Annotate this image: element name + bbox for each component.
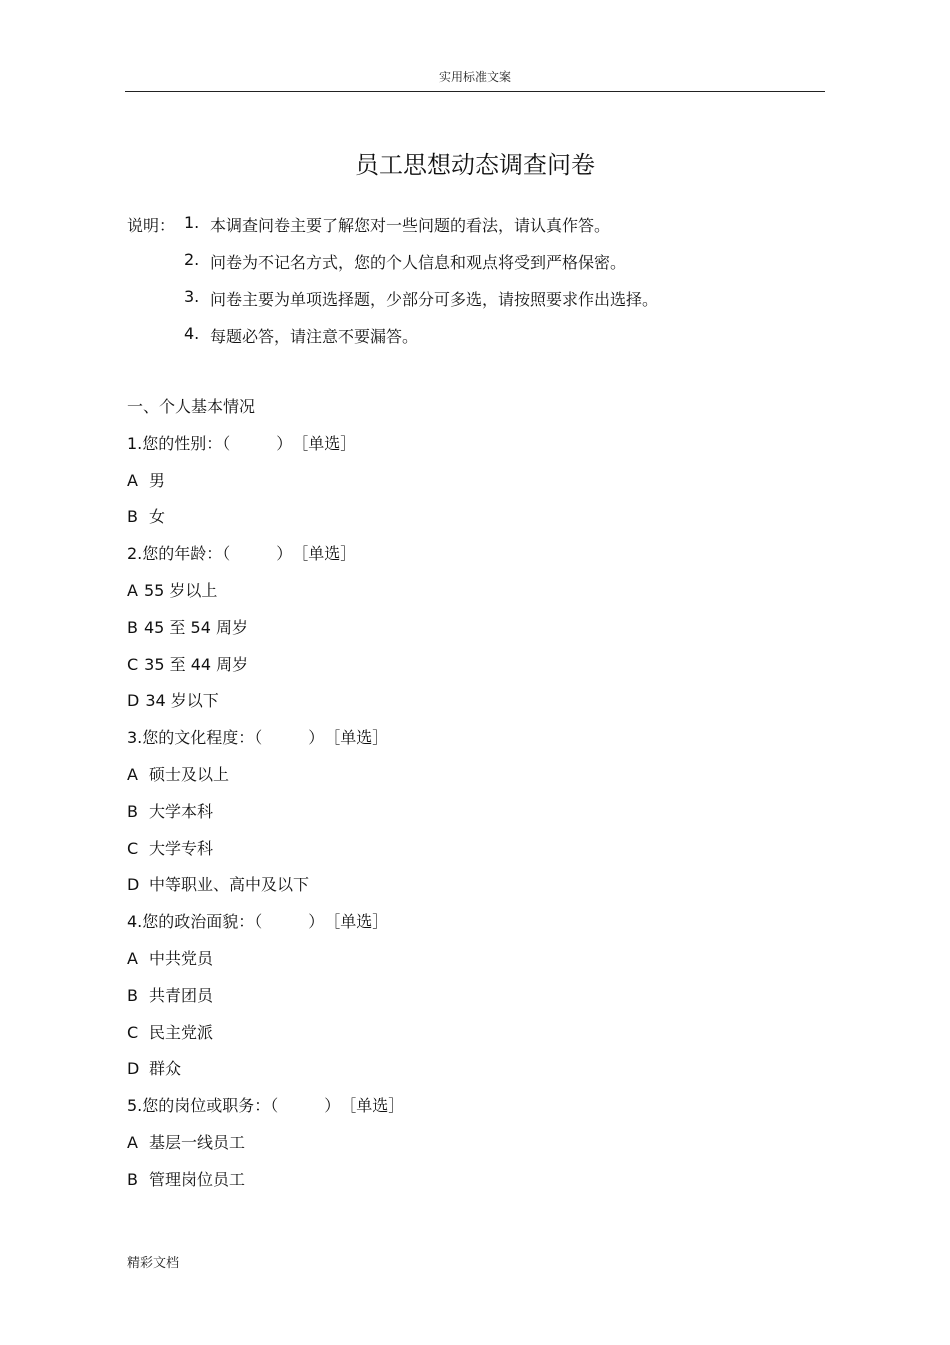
- option-text: 中共党员: [149, 948, 214, 968]
- question-close: ）: [308, 912, 325, 932]
- option-text: 45 至 54 周岁: [143, 617, 248, 637]
- option-letter: A: [127, 1132, 138, 1152]
- question-age: [127, 544, 404, 581]
- option-item[interactable]: [127, 618, 404, 655]
- question-education: [127, 728, 404, 765]
- option-letter: B: [127, 617, 138, 637]
- option-text: 民主党派: [149, 1022, 214, 1042]
- option-letter: D: [127, 691, 140, 711]
- question-text: 1.您的性别：（: [127, 433, 231, 453]
- section-heading: 一、个人基本情况: [127, 397, 256, 416]
- option-item[interactable]: [127, 839, 404, 876]
- instruction-number: 2.: [184, 250, 200, 269]
- instructions-label: 说明：: [127, 216, 176, 235]
- option-text: 男: [149, 470, 166, 490]
- option-item[interactable]: [127, 1170, 404, 1207]
- question-close: ）: [308, 728, 325, 748]
- option-item[interactable]: [127, 655, 404, 692]
- option-text: 共青团员: [149, 985, 214, 1005]
- option-text: 55 岁以上: [143, 580, 218, 600]
- question-political-status: [127, 912, 404, 949]
- option-text: 基层一线员工: [149, 1132, 246, 1152]
- option-text: 35 至 44 周岁: [144, 654, 249, 674]
- option-letter: C: [127, 654, 139, 674]
- question-close: ）: [276, 433, 293, 453]
- option-item[interactable]: [127, 986, 404, 1023]
- option-item[interactable]: [127, 1059, 404, 1096]
- option-item[interactable]: [127, 765, 404, 802]
- option-letter: D: [127, 1059, 140, 1079]
- option-letter: A: [127, 948, 138, 968]
- document-title: 员工思想动态调查问卷: [355, 151, 595, 179]
- question-text: 3.您的文化程度：（: [127, 728, 263, 748]
- instruction-number: 4.: [184, 324, 200, 343]
- question-gender: [127, 434, 404, 471]
- option-text: 大学本科: [149, 801, 214, 821]
- instruction-text: 问卷主要为单项选择题，少部分可多选，请按照要求作出选择。: [210, 290, 659, 309]
- instruction-text: 问卷为不记名方式，您的个人信息和观点将受到严格保密。: [210, 253, 627, 272]
- option-item[interactable]: [127, 1133, 404, 1170]
- option-text: 硕士及以上: [149, 764, 230, 784]
- question-close: ）: [324, 1096, 341, 1116]
- page-footer: 精彩文档: [127, 1256, 180, 1271]
- questionnaire-body: [127, 397, 404, 1207]
- option-item[interactable]: [127, 1023, 404, 1060]
- option-item[interactable]: [127, 691, 404, 728]
- option-text: 中等职业、高中及以下: [149, 875, 310, 895]
- option-item[interactable]: [127, 802, 404, 839]
- option-text: 34 岁以下: [145, 691, 219, 711]
- page-header: 实用标准文案: [438, 70, 511, 84]
- option-letter: B: [127, 985, 138, 1005]
- question-text: 5.您的岗位或职务：（: [127, 1096, 279, 1116]
- option-letter: A: [127, 470, 138, 490]
- option-letter: B: [127, 507, 138, 527]
- instruction-number: 3.: [184, 287, 200, 306]
- option-item[interactable]: [127, 949, 404, 986]
- question-text: 2.您的年龄：（: [127, 544, 231, 564]
- option-letter: C: [127, 838, 139, 858]
- option-letter: A: [127, 764, 138, 784]
- option-item[interactable]: [127, 581, 404, 618]
- instruction-text: 本调查问卷主要了解您对一些问题的看法，请认真作答。: [210, 216, 611, 235]
- instruction-number: 1.: [184, 213, 200, 232]
- question-position: [127, 1096, 404, 1133]
- question-close: ）: [276, 544, 293, 564]
- option-item[interactable]: [127, 875, 404, 912]
- option-letter: A: [127, 580, 138, 600]
- option-letter: C: [127, 1022, 139, 1042]
- option-text: 管理岗位员工: [149, 1169, 246, 1189]
- option-letter: B: [127, 801, 138, 821]
- question-type-tag: ［单选］: [324, 912, 389, 932]
- option-text: 群众: [149, 1059, 182, 1079]
- header-divider: [125, 91, 825, 92]
- question-type-tag: ［单选］: [292, 433, 357, 453]
- question-type-tag: ［单选］: [340, 1096, 405, 1116]
- option-item[interactable]: [127, 471, 404, 508]
- option-text: 大学专科: [149, 838, 214, 858]
- option-letter: D: [127, 875, 140, 895]
- instruction-text: 每题必答，请注意不要漏答。: [210, 327, 419, 346]
- question-type-tag: ［单选］: [292, 544, 357, 564]
- option-text: 女: [149, 507, 166, 527]
- question-text: 4.您的政治面貌：（: [127, 912, 263, 932]
- option-item[interactable]: [127, 507, 404, 544]
- option-letter: B: [127, 1169, 138, 1189]
- question-type-tag: ［单选］: [324, 728, 389, 748]
